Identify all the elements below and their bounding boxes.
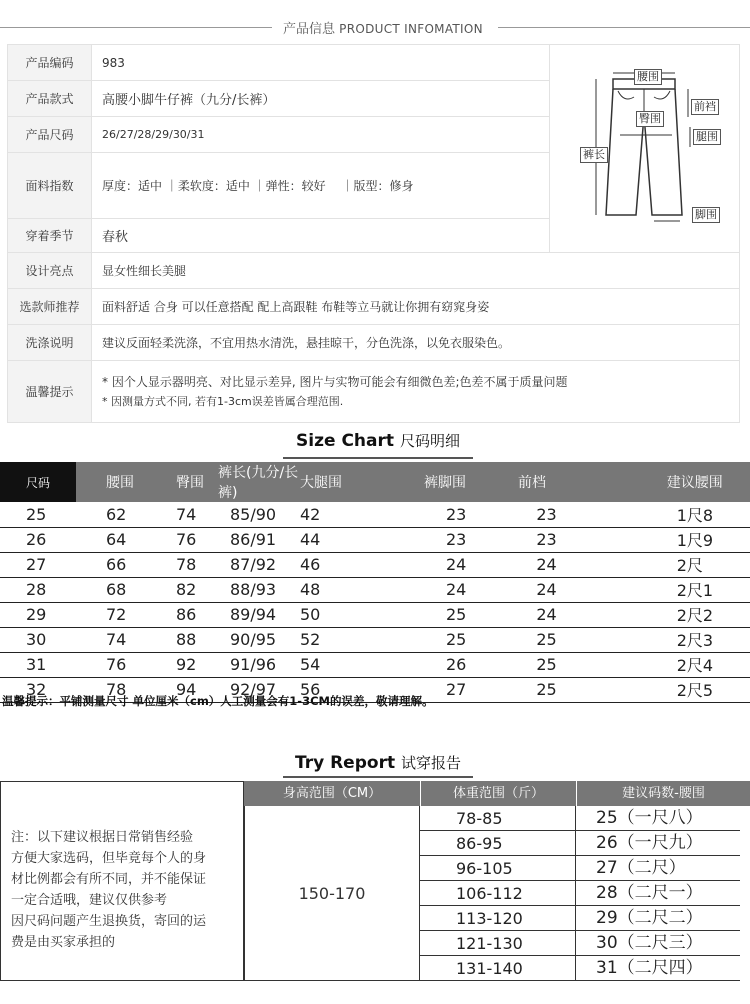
tip-line: * 因个人显示器明亮、对比显示差异, 图片与实物可能会有细微色差;色差不属于质量问题 [102, 374, 568, 389]
info-value: 显女性细长美腿 [92, 253, 740, 289]
size-chart-value: 25 [536, 630, 557, 649]
size-chart-cell: 1尺8 [557, 502, 750, 527]
info-row [8, 289, 740, 325]
info-row [8, 361, 740, 423]
size-header-cell: 腰围 [76, 462, 176, 502]
tag-front-rise: 前裆 [691, 99, 719, 115]
size-chart-cell: 62 [76, 502, 176, 527]
info-label: 产品款式 [8, 81, 92, 117]
size-chart-value: 23 [446, 530, 467, 549]
header-title-en: PRODUCT INFOMATION [339, 22, 483, 36]
try-report-row [420, 806, 740, 831]
note-line: 因尺码问题产生退换货，寄回的运 [11, 914, 207, 929]
size-chart-value: 26 [446, 655, 467, 674]
note-line: 费是由买家承担的 [11, 935, 116, 950]
suggested-size: 31（二尺四） [596, 958, 703, 978]
size-chart-cell: 76 [176, 527, 216, 552]
size-chart-value: 25 [536, 655, 557, 674]
size-chart-cell: 1尺9 [557, 527, 750, 552]
try-report-row [420, 856, 740, 881]
size-chart-cell: 26 [0, 527, 76, 552]
info-value: 面料舒适 合身 可以任意搭配 配上高跟鞋 布鞋等立马就让你拥有窈窕身姿 [92, 289, 740, 325]
note-line: 一定合适哦，建议仅供参考 [11, 893, 168, 908]
size-chart-row [0, 527, 750, 552]
size-chart-value: 25 [446, 630, 467, 649]
try-report-row [420, 881, 740, 906]
size-chart-cell: 74 [76, 627, 176, 652]
size-chart-cell: 50 [300, 602, 424, 627]
info-label: 面料指数 [8, 153, 92, 219]
size-chart-title-en: Size Chart [296, 431, 395, 451]
info-label: 洗涤说明 [8, 325, 92, 361]
size-chart-value: 25 [446, 605, 467, 624]
size-chart-cell [424, 527, 557, 552]
try-report-title [283, 752, 473, 773]
size-chart-cell: 31 [0, 652, 76, 677]
try-report-header-cell: 建议码数-腰围 [576, 781, 750, 806]
header-title-cn: 产品信息 [283, 22, 336, 37]
size-header-cell [424, 462, 557, 502]
size-chart-cell: 72 [76, 602, 176, 627]
size-chart-cell: 82 [176, 577, 216, 602]
size-chart-cell: 46 [300, 552, 424, 577]
size-chart-value: 24 [536, 555, 557, 574]
size-chart-cell: 56 [300, 677, 424, 702]
info-value: 26/27/28/29/30/31 [92, 117, 550, 153]
size-chart-body [0, 502, 750, 702]
tag-hip: 臀围 [636, 111, 664, 127]
size-chart-cell: 64 [76, 527, 176, 552]
size-chart-header-row [0, 462, 750, 502]
pants-diagram-cell [550, 45, 740, 253]
tag-waist: 腰围 [634, 69, 662, 85]
section-header [0, 14, 750, 40]
size-chart-cell: 42 [300, 502, 424, 527]
size-chart-note: 温馨提示：平铺测量尺寸 单位厘米（cm）人工测量会有1-3CM的误差，敬请理解。 [2, 694, 434, 708]
size-chart-cell: 2尺4 [557, 652, 750, 677]
pants-diagram [583, 57, 718, 230]
size-chart-cell: 91/96 [216, 652, 300, 677]
weight-range: 96-105 [420, 856, 576, 880]
info-value: 建议反面轻柔洗涤，不宜用热水清洗，悬挂晾干，分色洗涤，以免衣服染色。 [92, 325, 740, 361]
tag-thigh: 腿围 [693, 129, 721, 145]
info-value [92, 361, 740, 423]
suggested-size: 30（二尺三） [596, 933, 703, 953]
product-info-table [7, 44, 740, 423]
try-report-rows [420, 806, 740, 981]
size-chart-title-cn: 尺码明细 [399, 432, 460, 450]
size-chart-value: 24 [446, 555, 467, 574]
size-chart-cell: 90/95 [216, 627, 300, 652]
size-chart-value: 25 [536, 680, 557, 699]
info-value: 春秋 [92, 219, 550, 253]
size-chart-cell: 28 [0, 577, 76, 602]
size-chart-cell: 92/97 [216, 677, 300, 702]
note-line: 材比例都会有所不同，并不能保证 [11, 872, 207, 887]
size-header-cell: 尺码 [0, 462, 76, 502]
size-chart-cell: 88/93 [216, 577, 300, 602]
suggested-size: 28（二尺一） [596, 883, 703, 903]
tip-line: * 因测量方式不同, 若有1-3cm误差皆属合理范围. [102, 394, 344, 408]
try-report-row [420, 831, 740, 856]
suggested-size: 29（二尺二） [596, 908, 703, 928]
suggested-size: 26（一尺九） [596, 833, 703, 853]
info-label: 温馨提示 [8, 361, 92, 423]
size-chart-cell [424, 627, 557, 652]
weight-range: 131-140 [420, 956, 576, 980]
size-header-cell [300, 462, 424, 502]
size-chart-cell: 88 [176, 627, 216, 652]
size-chart-cell: 44 [300, 527, 424, 552]
size-chart-cell: 32 [0, 677, 76, 702]
size-chart-value: 24 [536, 605, 557, 624]
size-chart-cell [424, 652, 557, 677]
size-chart-cell: 25 [0, 502, 76, 527]
size-chart-cell: 74 [176, 502, 216, 527]
size-chart-title-underline [283, 457, 473, 459]
try-report-title-underline [283, 776, 473, 778]
try-report-note [0, 781, 244, 981]
info-label: 设计亮点 [8, 253, 92, 289]
size-chart-value: 23 [536, 530, 557, 549]
try-report-header [244, 781, 750, 806]
size-chart-row [0, 552, 750, 577]
size-chart-table [0, 462, 750, 703]
size-chart-row [0, 502, 750, 527]
size-chart-cell: 78 [76, 677, 176, 702]
try-report-height: 150-170 [244, 806, 420, 981]
info-label: 选款师推荐 [8, 289, 92, 325]
size-chart-cell: 78 [176, 552, 216, 577]
size-chart-cell: 94 [176, 677, 216, 702]
size-chart-cell [424, 602, 557, 627]
size-chart-cell: 2尺2 [557, 602, 750, 627]
size-header-text: 前档 [518, 475, 546, 491]
size-chart-cell: 68 [76, 577, 176, 602]
info-row [8, 325, 740, 361]
size-chart-row [0, 602, 750, 627]
size-chart-cell: 2尺3 [557, 627, 750, 652]
size-chart-title [283, 430, 473, 451]
tag-length: 裤长 [580, 147, 608, 163]
size-chart-value: 24 [536, 580, 557, 599]
size-chart-cell [424, 502, 557, 527]
try-report-title-cn: 试穿报告 [401, 754, 462, 772]
size-header-text: 裤脚围 [424, 475, 466, 491]
info-value: 厚度：适中 ｜柔软度：适中 ｜弹性：较好 ｜版型：修身 [92, 153, 550, 219]
weight-range: 106-112 [420, 881, 576, 905]
header-rule-left [0, 27, 272, 28]
size-header-cell: 裤长(九分/长裤) [216, 462, 300, 502]
info-label: 产品编码 [8, 45, 92, 81]
weight-range: 121-130 [420, 931, 576, 955]
size-chart-cell: 89/94 [216, 602, 300, 627]
weight-range: 86-95 [420, 831, 576, 855]
suggested-size: 25（一尺八） [596, 808, 703, 828]
size-header-cell: 臀围 [176, 462, 216, 502]
size-chart-cell: 29 [0, 602, 76, 627]
try-report-row [420, 931, 740, 956]
size-chart-value: 27 [446, 680, 467, 699]
size-header-cell: 建议腰围 [557, 462, 750, 502]
size-chart-cell: 86/91 [216, 527, 300, 552]
size-chart-row [0, 577, 750, 602]
info-row [8, 45, 740, 81]
note-line: 方便大家选码，但毕竟每个人的身 [11, 851, 207, 866]
try-report-row [420, 956, 740, 981]
try-report-header-cell: 身高范围（CM） [244, 781, 420, 806]
size-chart-cell: 27 [0, 552, 76, 577]
size-chart-cell [424, 577, 557, 602]
try-report-title-en: Try Report [294, 753, 396, 773]
size-chart-cell: 87/92 [216, 552, 300, 577]
size-chart-value: 23 [536, 504, 557, 524]
size-chart-cell: 2尺5 [557, 677, 750, 702]
weight-range: 113-120 [420, 906, 576, 930]
size-chart-cell: 48 [300, 577, 424, 602]
header-title [283, 18, 483, 37]
info-label: 产品尺码 [8, 117, 92, 153]
info-label: 穿着季节 [8, 219, 92, 253]
size-chart-cell: 76 [76, 652, 176, 677]
weight-range: 78-85 [420, 806, 576, 830]
size-chart-value: 23 [446, 504, 467, 524]
info-value: 高腰小脚牛仔裤（九分/长裤） [92, 81, 550, 117]
size-chart-cell: 66 [76, 552, 176, 577]
header-rule-right [498, 27, 750, 28]
info-value: 983 [92, 45, 550, 81]
size-chart-cell: 54 [300, 652, 424, 677]
size-chart-cell: 92 [176, 652, 216, 677]
size-header-text: 大腿围 [300, 475, 342, 491]
try-report-header-cell: 体重范围（斤） [420, 781, 576, 806]
try-report-row [420, 906, 740, 931]
note-line: 注：以下建议根据日常销售经验 [11, 830, 194, 845]
size-chart-value: 24 [446, 580, 467, 599]
size-chart-row [0, 652, 750, 677]
size-chart-cell [424, 677, 557, 702]
size-chart-cell: 2尺 [557, 552, 750, 577]
size-chart-cell: 2尺1 [557, 577, 750, 602]
suggested-size: 27（二尺） [596, 858, 686, 878]
size-chart-row [0, 627, 750, 652]
size-chart-cell [424, 552, 557, 577]
size-chart-cell: 30 [0, 627, 76, 652]
tag-hem: 脚围 [692, 207, 720, 223]
size-chart-cell: 52 [300, 627, 424, 652]
size-chart-cell: 85/90 [216, 502, 300, 527]
size-chart-cell: 86 [176, 602, 216, 627]
info-row [8, 253, 740, 289]
